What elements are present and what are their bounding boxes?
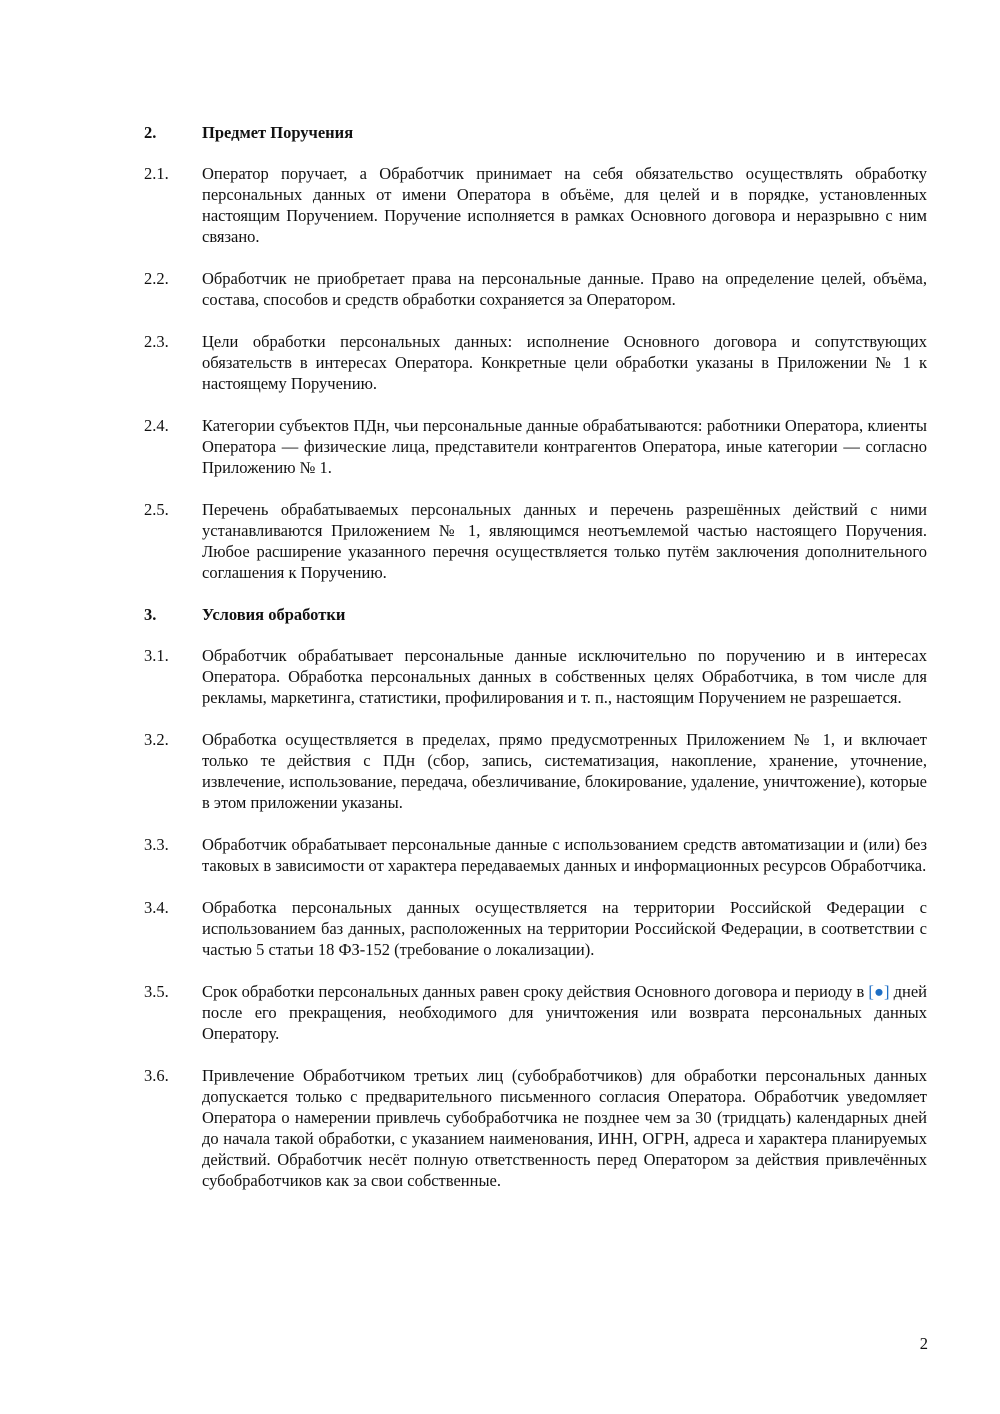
clause-2-1 [144, 163, 927, 247]
section-title: Предмет Поручения [202, 123, 354, 142]
document-body [144, 122, 927, 1212]
clause-number: 3.6. [144, 1066, 169, 1085]
clause-2-3 [144, 331, 927, 394]
clause-3-6 [144, 1065, 927, 1191]
clause-text: Оператор поручает, а Обработчик принимает на себя обязательство осуществлять обработку персональных данных от имени Оператора в объёме, для целей и в порядке, установленных настоящим Поручением. Поручение исполняется в рамках Основного договора и неразрывно с ним связано. [202, 164, 927, 246]
clause-text: Категории субъектов ПДн, чьи персональные данные обрабатываются: работники Оператора, клиенты Оператора — физические лица, представители контрагентов Оператора, иные категории — согласно Приложению № 1. [202, 416, 927, 477]
clause-number: 2.2. [144, 269, 169, 288]
section-title: Условия обработки [202, 605, 346, 624]
clause-text: Привлечение Обработчиком третьих лиц (субобработчиков) для обработки персональных данных допускается только с предварительного письменного согласия Оператора. Обработчик уведомляет Оператора о намерении привлечь субобработчика не позднее чем за 30 (тридцать) календарных дней до начала такой обработки, с указанием наименования, ИНН, ОГРН, адреса и характера планируемых действий. Обработчик несёт полную ответственность перед Оператором за действия привлечённых субобработчиков как за свои собственные. [202, 1066, 927, 1190]
clause-text-after: дней после его прекращения, необходимого для уничтожения или возврата персональных данных Оператору. [202, 982, 927, 1043]
clause-number: 2.3. [144, 332, 169, 351]
page-number: 2 [919, 1334, 928, 1353]
clause-number: 3.4. [144, 898, 169, 917]
clause-3-3 [144, 834, 927, 876]
clause-3-2 [144, 729, 927, 813]
clause-number: 2.5. [144, 500, 169, 519]
clause-2-2 [144, 268, 927, 310]
clause-2-4 [144, 415, 927, 478]
clause-number: 2.4. [144, 416, 169, 435]
clause-2-5 [144, 499, 927, 583]
clause-number: 3.5. [144, 982, 169, 1001]
clause-number: 2.1. [144, 164, 169, 183]
clause-3-4 [144, 897, 927, 960]
clause-text: Обработчик обрабатывает персональные данные с использованием средств автоматизации и (или) без таковых в зависимости от характера передаваемых данных и информационных ресурсов Обработчика. [202, 835, 927, 875]
clause-text: Цели обработки персональных данных: исполнение Основного договора и сопутствующих обязательств в интересах Оператора. Конкретные цели обработки указаны в Приложении № 1 к настоящему Поручению. [202, 332, 927, 393]
clause-text: Обработка осуществляется в пределах, прямо предусмотренных Приложением № 1, и включает только те действия с ПДн (сбор, запись, систематизация, накопление, хранение, уточнение, извлечение, использование, передача, обезличивание, блокирование, удаление, уничтожение), которые в этом приложении указаны. [202, 730, 927, 812]
clause-number: 3.2. [144, 730, 169, 749]
clause-text: Обработчик обрабатывает персональные данные исключительно по поручению и в интересах Оператора. Обработка персональных данных в собственных целях Обработчика, в том числе для рекламы, маркетинга, статистики, профилирования и т. п., настоящим Поручением не разрешается. [202, 646, 927, 707]
clause-text-before: Срок обработки персональных данных равен сроку действия Основного договора и периоду в [202, 982, 869, 1001]
clause-text: Обработчик не приобретает права на персональные данные. Право на определение целей, объёма, состава, способов и средств обработки сохраняется за Оператором. [202, 269, 927, 309]
section-number: 2. [144, 123, 157, 142]
clause-3-1 [144, 645, 927, 708]
clause-number: 3.3. [144, 835, 169, 854]
clause-text: Обработка персональных данных осуществляется на территории Российской Федерации с использованием баз данных, расположенных на территории Российской Федерации, в соответствии с частью 5 статьи 18 ФЗ-152 (требование о локализации). [202, 898, 927, 959]
placeholder-field: [●] [868, 982, 890, 1001]
section-number: 3. [144, 605, 157, 624]
section-heading-2 [144, 122, 927, 143]
clause-3-5 [144, 981, 927, 1044]
clause-text: Перечень обрабатываемых персональных данных и перечень разрешённых действий с ними устанавливаются Приложением № 1, являющимся неотъемлемой частью настоящего Поручения. Любое расширение указанного перечня осуществляется только путём заключения дополнительного соглашения к Поручению. [202, 500, 927, 582]
clause-number: 3.1. [144, 646, 169, 665]
clause-text [202, 981, 927, 1044]
section-heading-3 [144, 604, 927, 625]
